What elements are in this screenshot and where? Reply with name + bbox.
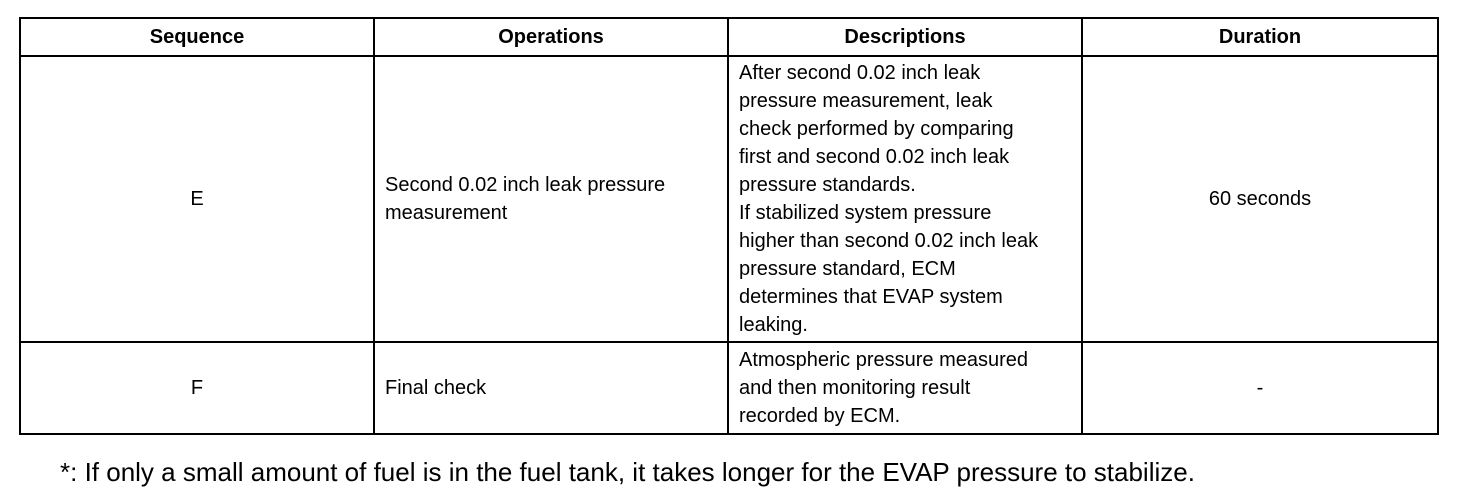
description-line: After second 0.02 inch leak xyxy=(739,62,981,84)
description-line: pressure standard, ECM xyxy=(739,258,956,280)
table-row xyxy=(20,342,1438,434)
header-duration: Duration xyxy=(1082,18,1438,56)
description-line: Atmospheric pressure measured xyxy=(739,349,1029,371)
operation-line: Second 0.02 inch leak pressure xyxy=(385,174,666,196)
description-line: first and second 0.02 inch leak xyxy=(739,146,1010,168)
cell-description xyxy=(728,342,1082,434)
cell-sequence: F xyxy=(20,342,374,434)
header-descriptions: Descriptions xyxy=(728,18,1082,56)
header-sequence: Sequence xyxy=(20,18,374,56)
description-line: recorded by ECM. xyxy=(739,405,901,427)
cell-duration: - xyxy=(1082,342,1438,434)
description-line: leaking. xyxy=(739,314,808,336)
description-line: and then monitoring result xyxy=(739,377,971,399)
cell-sequence: E xyxy=(20,56,374,342)
footnote: *: If only a small amount of fuel is in the fuel tank, it takes longer for the EVAP pressure to stabilize. xyxy=(60,457,1195,487)
description-line: determines that EVAP system xyxy=(739,286,1003,308)
cell-duration: 60 seconds xyxy=(1082,56,1438,342)
cell-operation xyxy=(374,56,728,342)
table-row xyxy=(20,56,1438,342)
description-line: If stabilized system pressure xyxy=(739,202,992,224)
header-operations: Operations xyxy=(374,18,728,56)
cell-description xyxy=(728,56,1082,342)
cell-operation xyxy=(374,342,728,434)
description-line: higher than second 0.02 inch leak xyxy=(739,230,1039,252)
description-line: pressure measurement, leak xyxy=(739,90,993,112)
evap-monitor-sequence-table xyxy=(19,17,1439,435)
table-header-row xyxy=(20,18,1438,56)
description-line: pressure standards. xyxy=(739,174,916,196)
operation-line: Final check xyxy=(385,377,487,399)
description-line: check performed by comparing xyxy=(739,118,1014,140)
operation-line: measurement xyxy=(385,202,508,224)
